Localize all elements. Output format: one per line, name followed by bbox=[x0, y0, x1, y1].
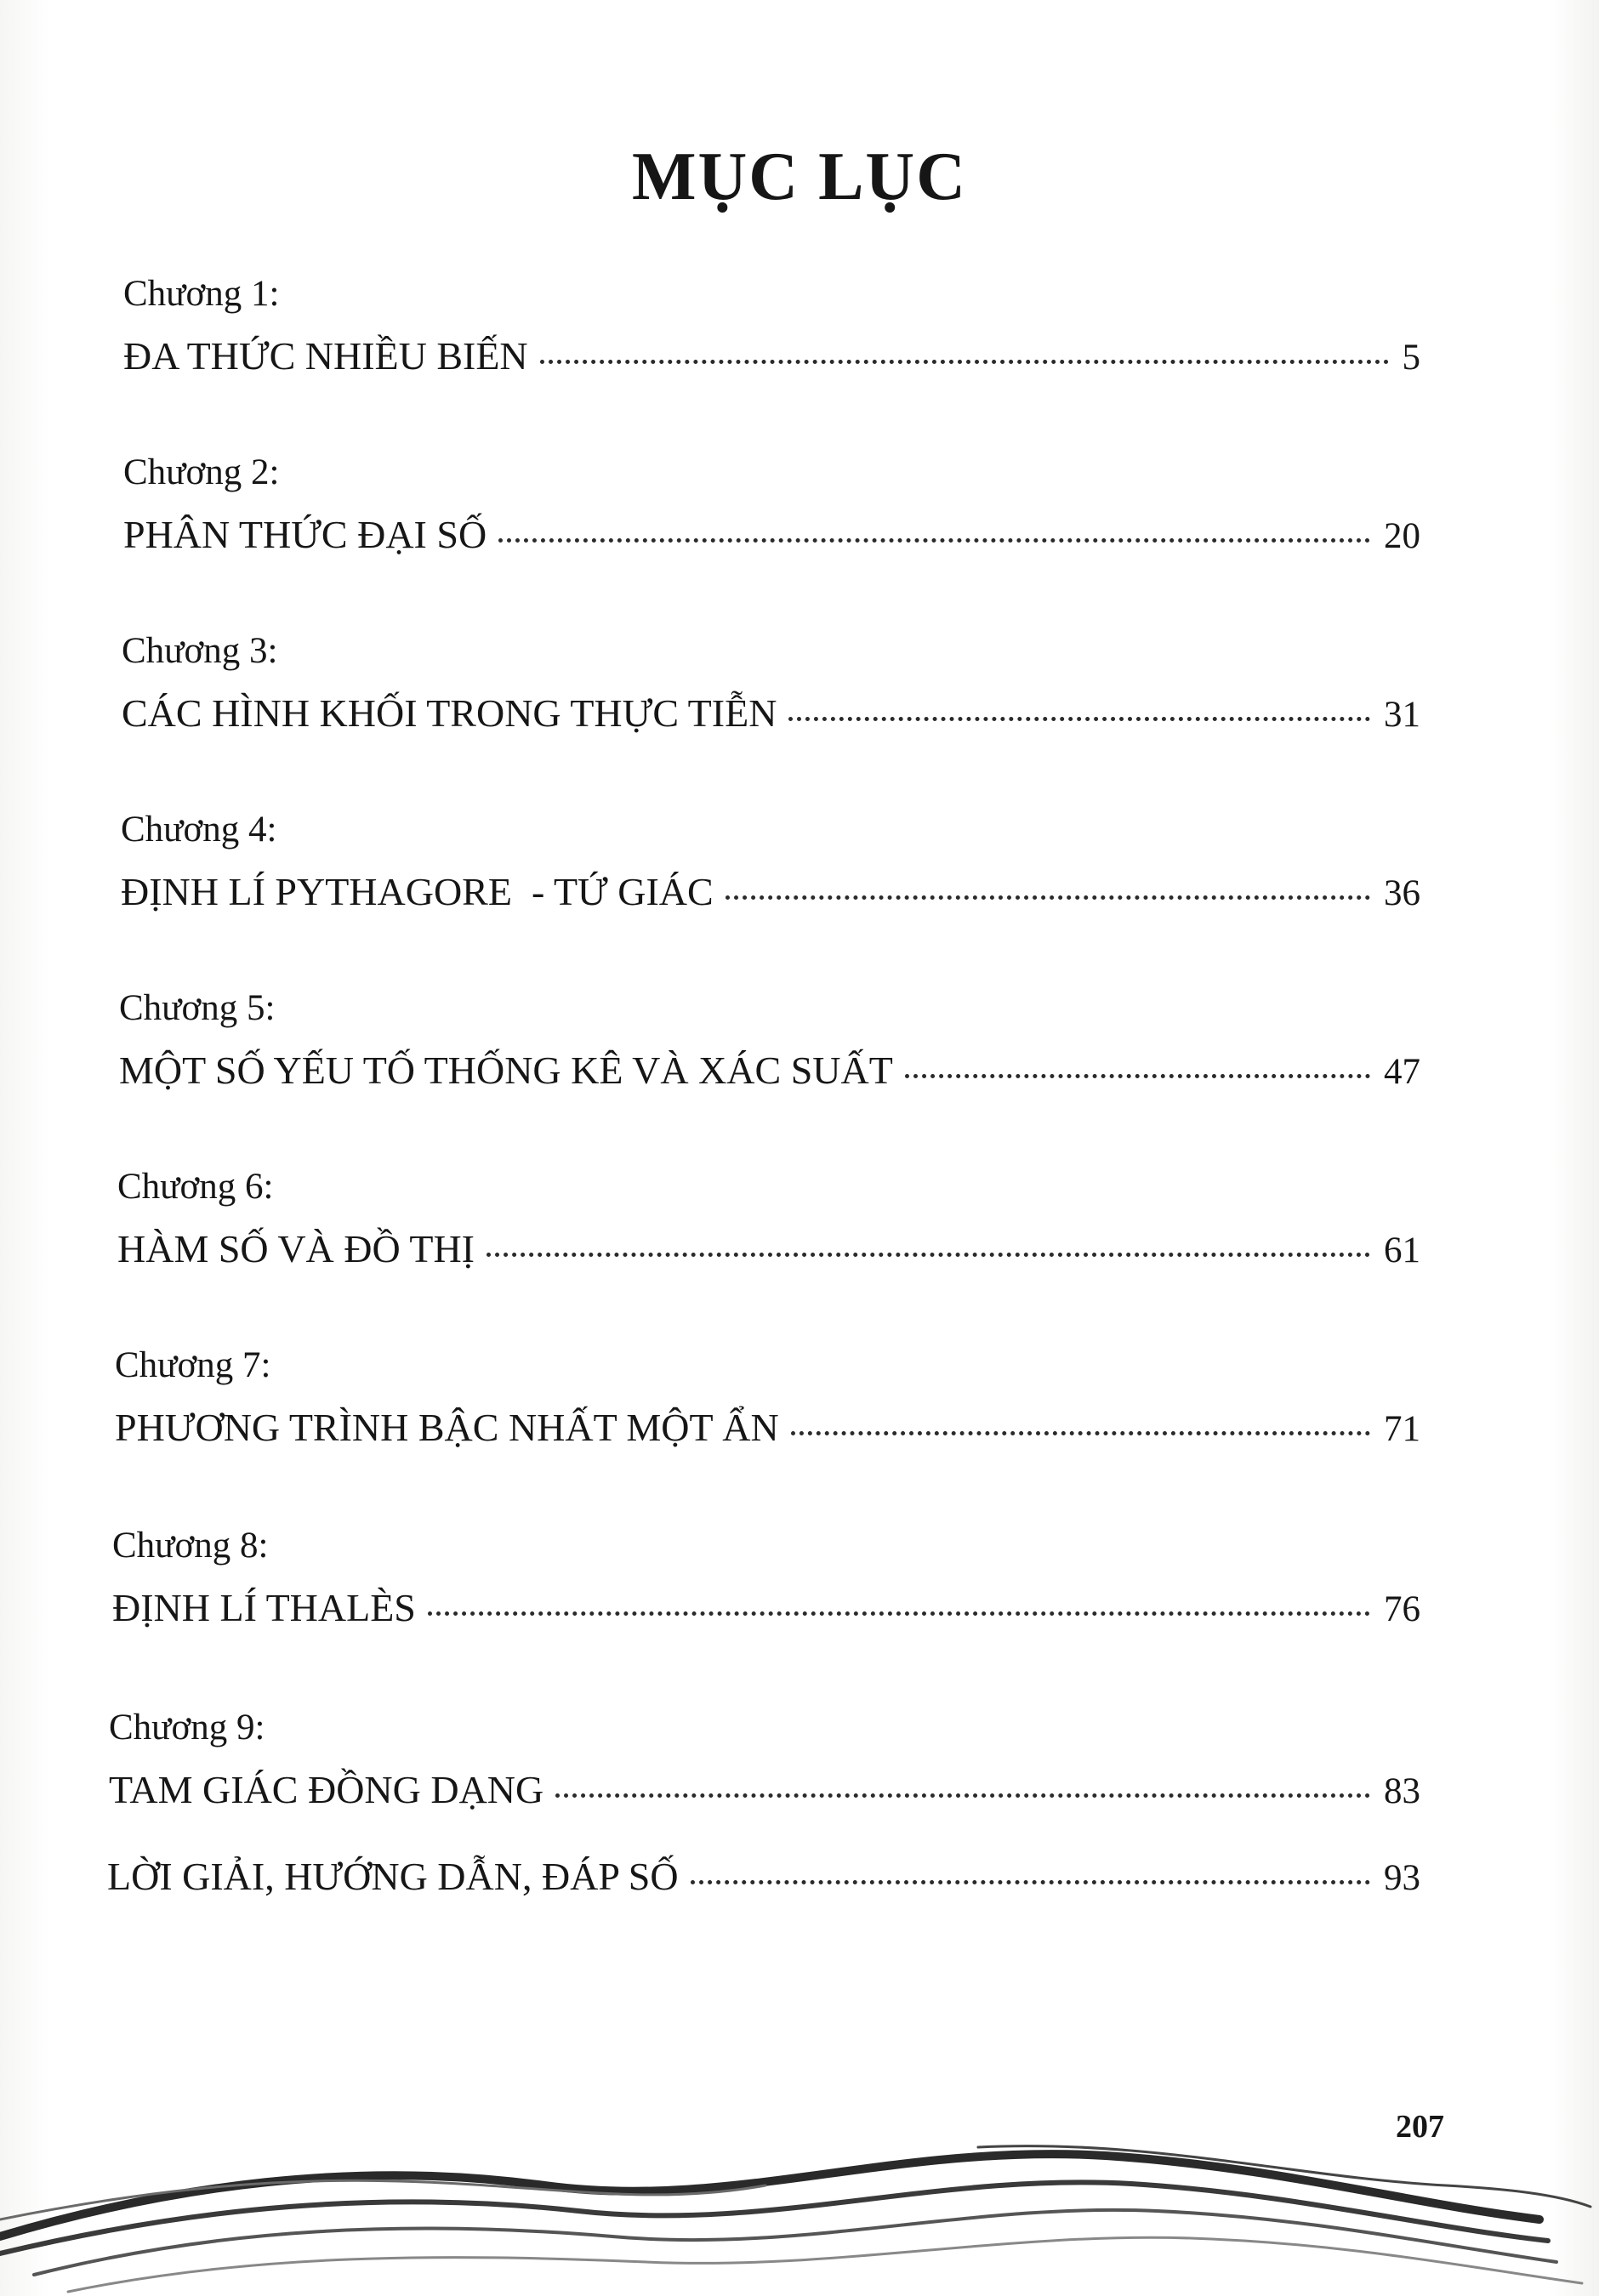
chapter-label: Chương 3: bbox=[122, 631, 278, 671]
dot-leader bbox=[788, 716, 1370, 721]
dot-leader bbox=[691, 1879, 1370, 1884]
toc-row bbox=[107, 1850, 1420, 1903]
chapter-title: MỘT SỐ YẾU TỐ THỐNG KÊ VÀ XÁC SUẤT bbox=[119, 1049, 893, 1092]
toc-row bbox=[122, 687, 1420, 740]
page-title: MỤC LỤC bbox=[632, 139, 967, 214]
toc-entry-4 bbox=[121, 806, 1420, 918]
dot-leader bbox=[905, 1073, 1370, 1078]
chapter-label: Chương 7: bbox=[115, 1345, 271, 1385]
dot-leader bbox=[791, 1430, 1370, 1435]
toc-entry-10 bbox=[107, 1839, 1420, 1903]
toc-row bbox=[109, 1764, 1420, 1816]
chapter-title: CÁC HÌNH KHỐI TRONG THỰC TIỄN bbox=[122, 691, 777, 735]
chapter-page-number: 76 bbox=[1384, 1589, 1420, 1629]
toc-entry-6 bbox=[117, 1163, 1420, 1276]
chapter-label: Chương 6: bbox=[117, 1167, 274, 1207]
chapter-page-number: 5 bbox=[1402, 338, 1420, 378]
page-number: 207 bbox=[1396, 2109, 1444, 2145]
chapter-title: LỜI GIẢI, HƯỚNG DẪN, ĐÁP SỐ bbox=[107, 1855, 679, 1898]
toc-entry-5 bbox=[119, 985, 1420, 1097]
toc-row bbox=[121, 866, 1420, 918]
chapter-title: ĐỊNH LÍ PYTHAGORE - TỨ GIÁC bbox=[121, 870, 714, 913]
chapter-label: Chương 8: bbox=[112, 1526, 269, 1566]
chapter-title: HÀM SỐ VÀ ĐỒ THỊ bbox=[117, 1227, 475, 1270]
chapter-page-number: 20 bbox=[1384, 516, 1420, 556]
chapter-page-number: 47 bbox=[1384, 1052, 1420, 1092]
toc-entry-8 bbox=[112, 1522, 1420, 1634]
toc-entry-2 bbox=[123, 449, 1420, 561]
chapter-title: PHƯƠNG TRÌNH BẬC NHẤT MỘT ẨN bbox=[115, 1406, 779, 1449]
chapter-label: Chương 2: bbox=[123, 452, 280, 492]
chapter-page-number: 36 bbox=[1384, 873, 1420, 913]
chapter-title: TAM GIÁC ĐỒNG DẠNG bbox=[109, 1768, 544, 1811]
toc-row bbox=[123, 330, 1420, 383]
toc-entry-1 bbox=[123, 270, 1420, 383]
dot-leader bbox=[540, 359, 1389, 364]
chapter-page-number: 83 bbox=[1384, 1771, 1420, 1811]
dot-leader bbox=[428, 1611, 1370, 1616]
toc-entry-7 bbox=[115, 1342, 1420, 1454]
chapter-label: Chương 4: bbox=[121, 810, 277, 850]
wave-stroke bbox=[0, 2182, 1548, 2253]
chapter-title: ĐỊNH LÍ THALÈS bbox=[112, 1586, 416, 1629]
toc-row bbox=[115, 1401, 1420, 1454]
dot-leader bbox=[498, 537, 1370, 543]
chapter-label: Chương 5: bbox=[119, 988, 276, 1028]
toc-row bbox=[119, 1044, 1420, 1097]
dot-leader bbox=[555, 1793, 1370, 1798]
toc-row bbox=[123, 509, 1420, 561]
chapter-title: ĐA THỨC NHIỀU BIẾN bbox=[123, 334, 528, 378]
chapter-page-number: 71 bbox=[1384, 1409, 1420, 1449]
wave-ornament bbox=[0, 2126, 1599, 2296]
chapter-label: Chương 1: bbox=[123, 274, 280, 314]
chapter-title: PHÂN THỨC ĐẠI SỐ bbox=[123, 513, 487, 556]
chapter-page-number: 93 bbox=[1384, 1858, 1420, 1898]
dot-leader bbox=[726, 895, 1370, 900]
toc-row bbox=[112, 1582, 1420, 1634]
wave-stroke bbox=[68, 2237, 1582, 2292]
toc-entry-9 bbox=[109, 1704, 1420, 1816]
toc-row bbox=[117, 1223, 1420, 1276]
chapter-page-number: 31 bbox=[1384, 695, 1420, 735]
toc-entry-3 bbox=[122, 628, 1420, 740]
dot-leader bbox=[487, 1252, 1370, 1257]
chapter-page-number: 61 bbox=[1384, 1230, 1420, 1270]
chapter-label: Chương 9: bbox=[109, 1708, 265, 1748]
